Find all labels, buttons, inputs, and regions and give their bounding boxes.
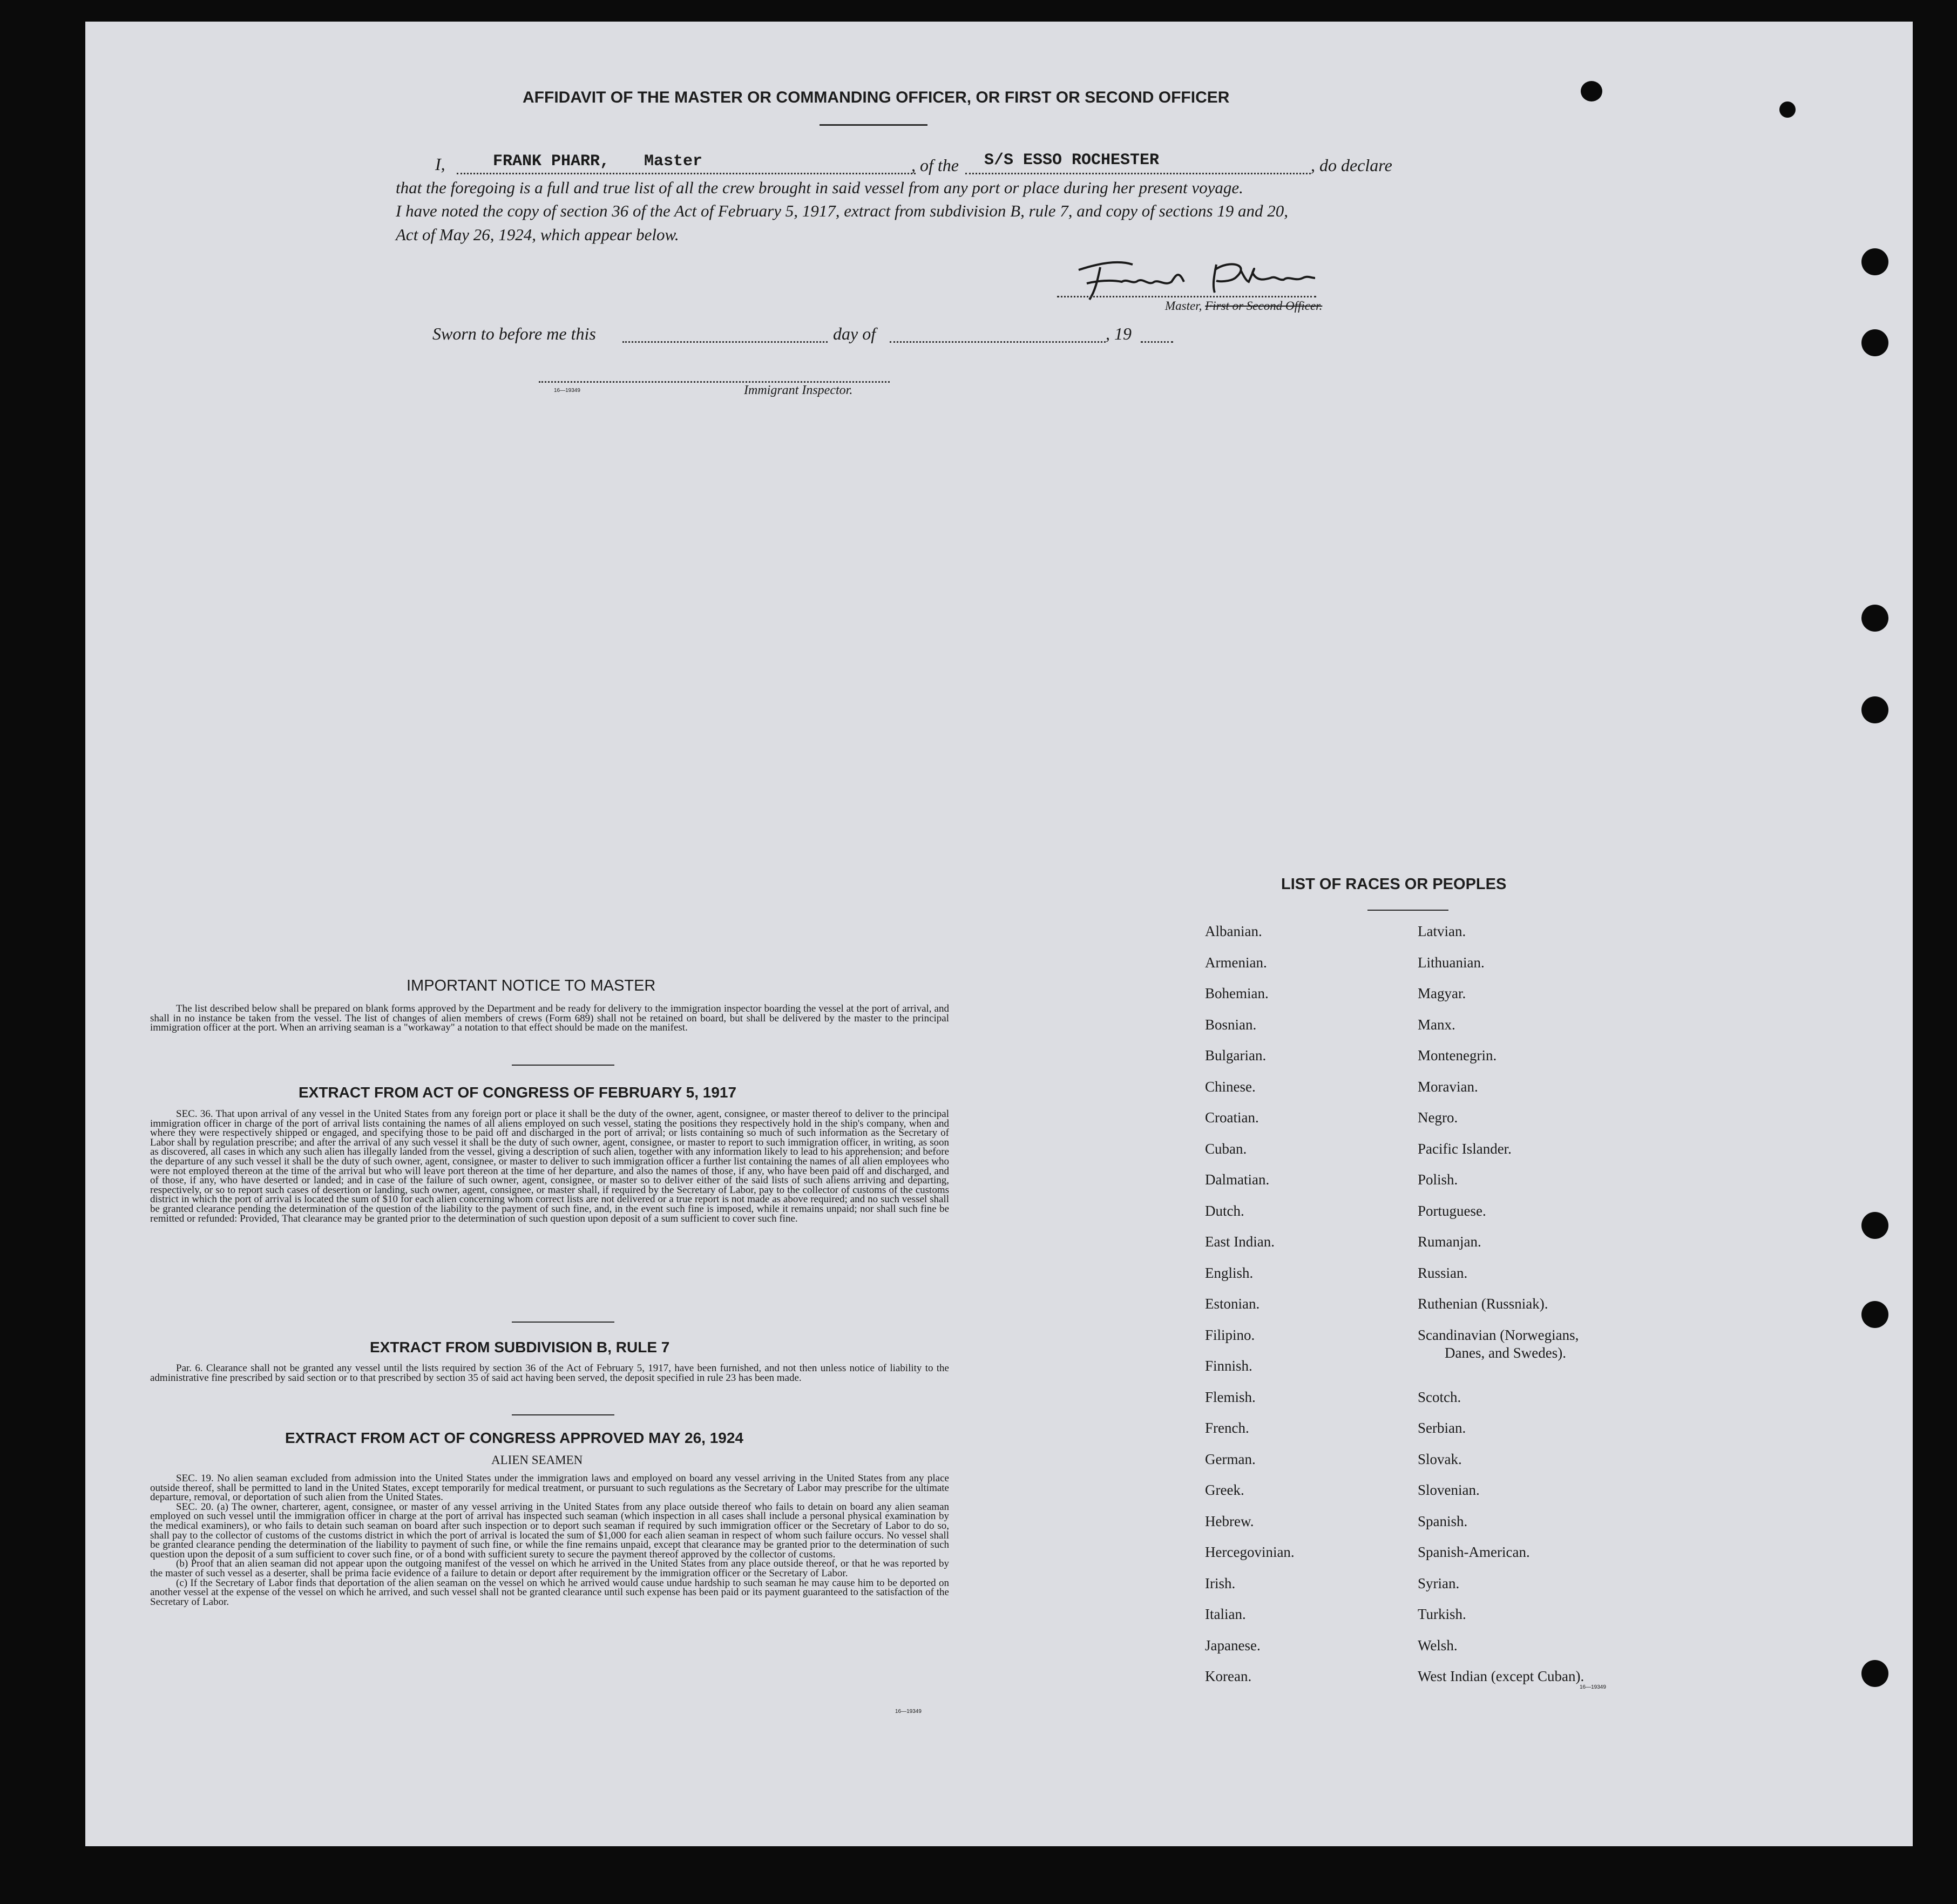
race-item: Manx. [1418,1016,1455,1033]
inspector-caption: Immigrant Inspector. [744,383,853,397]
binder-hole [1861,329,1888,356]
race-item: Pacific Islander. [1418,1140,1512,1157]
race-item: Ruthenian (Russniak). [1418,1296,1548,1312]
race-item: Spanish-American. [1418,1544,1530,1560]
sworn-day-line [622,341,828,343]
section-36-paragraph: SEC. 36. That upon arrival of any vessel in the United States from any foreign port or place it shall be the duty of the owner, agent, consignee, or master thereof to deliver to the principal immigration officer in charge of the port of arrival lists containing the names of all aliens employed on such vessel, stating the positions they respectively hold in the ship's company, when and where they were respectively shipped or engaged, and specifying those to be paid off and discharged in the port of arrival; or lists containing so much of such information as the Secretary of Labor shall by regulation prescribe; and after the arrival of any such vessel it shall be the duty of such owner, agent, consignee, or master to report to such immigration officer, in writing, as soon as discovered, all cases in which any such alien has illegally landed from the vessel, giving a description of such alien, together with any information likely to lead to his apprehension; and before the departure of any such vessel it shall be the duty of such owner, agent, consignee, or master to deliver to such immigration officer a further list containing the names of all alien employees who were not employed thereon at the time of the arrival but who will leave port thereon at the time of her departure, and also the names of those, if any, who have been paid off and discharged, and of those, if any, who have deserted or landed; and in case of the failure of such owner, agent, consignee, or master so to deliver either of the said lists of such aliens arriving and departing, respectively, or so to report such cases of desertion or landing, such owner, agent, consignee, or master shall, if required by the Secretary of Labor, pay to the collector of customs of the customs district in which the port of arrival is located the sum of $10 for each alien concerning whom correct lists are not delivered or a true report is not made as above required; and no such vessel shall be granted clearance pending the determination of the question of the liability to the payment of such fine, and, in the event such fine is imposed, while it remains unpaid; nor shall such fine be remitted or refunded: Provided, That clearance may be granted prior to the determination of such question upon deposit of a sum sufficient to cover such fine. [150,1108,949,1224]
race-item: Croatian. [1205,1109,1259,1126]
race-item: Hebrew. [1205,1513,1254,1529]
race-item: Magyar. [1418,985,1466,1001]
affidavit-line4: Act of May 26, 1924, which appear below. [396,225,679,244]
race-item: English. [1205,1264,1254,1281]
divider [512,1065,614,1066]
race-item: Moravian. [1418,1078,1478,1095]
race-item: Scandinavian (Norwegians, [1418,1326,1579,1343]
sworn-month-line [890,341,1106,343]
year-prefix: , 19 [1106,324,1132,343]
of-the-label: , of the [911,155,959,175]
rule7-paragraph: Par. 6. Clearance shall not be granted any vessel until the lists required by section 36 of the Act of February 5, 1917, have been furnished, and not then unless notice of liability to the administrative fine prescribed by said section or to that prescribed by section 35 of said act having been served, the deposit specified in rule 23 has been made. [150,1363,949,1384]
race-item: Estonian. [1205,1296,1260,1312]
race-item: West Indian (except Cuban). [1418,1668,1584,1684]
race-item: Dalmatian. [1205,1171,1270,1188]
race-item: Welsh. [1418,1637,1458,1654]
binder-hole [1861,248,1888,275]
signature [1057,248,1316,302]
race-item: Bohemian. [1205,985,1269,1001]
races-form-number: 16—19349 [1580,1684,1606,1690]
notice-text [150,1004,949,1033]
binder-hole [1861,696,1888,723]
race-item: Portuguese. [1418,1202,1486,1219]
affidavit-line2: that the foregoing is a full and true list of all the crew brought in said vessel from any port or place during her present voyage. [396,178,1243,197]
race-item: Turkish. [1418,1606,1466,1622]
race-item: Serbian. [1418,1420,1466,1436]
race-item: Spanish. [1418,1513,1468,1529]
race-item: German. [1205,1451,1256,1467]
extract-1924-title: EXTRACT FROM ACT OF CONGRESS APPROVED MAY 26, 1924 [285,1429,743,1446]
extract-1917-text [150,1109,949,1223]
vessel-name: S/S ESSO ROCHESTER [984,151,1160,170]
sec20a-paragraph: SEC. 20. (a) The owner, charterer, agent, consignee, or master of any vessel arriving in the United States from any place outside thereof who fails to detain on board any alien seaman employed on such vessel until the immigration officer in charge at the port of arrival has inspected such seaman (which inspection in all cases shall include a personal physical examination by the medical examiners), or who fails to detain such seaman on board after such inspection or to deport such seaman if required by such immigration officer or the Secretary of Labor to do so, shall pay to the collector of customs of the customs district in which the port of arrival is located the sum of $1,000 for each alien seaman in respect of whom such failure occurs. No vessel shall be granted clearance pending the determination of the liability to payment of such fine, or while the fine remains unpaid, except that clearance may be granted prior to the determination of such question upon the deposit of a sum sufficient to cover such fine, or of a bond with sufficient surety to secure the payment thereof approved by the collector of customs. [150,1501,949,1560]
affidavit-title: AFFIDAVIT OF THE MASTER OR COMMANDING OFFICER, OR FIRST OR SECOND OFFICER [523,89,1230,106]
race-item: Rumanjan. [1418,1234,1481,1250]
race-item: Dutch. [1205,1202,1244,1219]
race-item: Negro. [1418,1109,1458,1126]
signature-caption-master: Master, [1165,299,1202,313]
race-item: Armenian. [1205,954,1267,971]
document-page [85,22,1913,1846]
race-item: Bulgarian. [1205,1047,1267,1063]
race-item: Polish. [1418,1171,1458,1188]
binder-hole [1861,1212,1888,1239]
race-item: Russian. [1418,1264,1468,1281]
race-item: Lithuanian. [1418,954,1485,971]
race-item: French. [1205,1420,1249,1436]
divider [512,1414,614,1415]
notice-paragraph: The list described below shall be prepared on blank forms approved by the Department and be ready for delivery to the immigration inspector boarding the vessel at the port of arrival, and shall in no instance be taken from the vessel. The list of changes of alien members of crews (Form 689) shall not be retained on board, but shall be delivered by the master to the principal immigration officer at the port. When an arriving seaman is a "workaway" a notation to that effect should be made on the manifest. [150,1003,949,1034]
extract-rule7-title: EXTRACT FROM SUBDIVISION B, RULE 7 [370,1339,670,1356]
race-item: Finnish. [1205,1358,1252,1374]
ink-blot [1581,81,1602,101]
sworn-prefix: Sworn to before me this [432,324,596,343]
sec20b-paragraph: (b) Proof that an alien seaman did not appear upon the outgoing manifest of the vessel on which he arrived in the United States from any place outside thereof, or that he was reported by the master of such vessel as a deserter, shall be prima facie evidence of a failure to detain or deport after requirement by the immigration officer or the Secretary of Labor. [150,1558,949,1579]
race-item: Filipino. [1205,1326,1255,1343]
day-of-label: day of [833,324,876,343]
divider [1367,910,1448,911]
extract-rule7-text [150,1364,949,1383]
ink-dot [1779,101,1796,118]
race-item: Latvian. [1418,923,1466,939]
vessel-line [965,173,1311,174]
race-item: Slovak. [1418,1451,1462,1467]
race-item: Irish. [1205,1575,1236,1591]
signature-caption-struck: First or Second Officer. [1205,299,1323,313]
do-declare-label: , do declare [1311,155,1392,175]
declarant-rank: Master [644,152,703,171]
race-item: Cuban. [1205,1140,1247,1157]
affidavit-line1-prefix: I, [435,154,445,174]
race-item: Scotch. [1418,1388,1461,1405]
races-title: LIST OF RACES OR PEOPLES [1281,876,1507,893]
race-item: Syrian. [1418,1575,1460,1591]
binder-hole [1861,1660,1888,1687]
extract-1924-subtitle: ALIEN SEAMEN [491,1453,583,1467]
race-item: Flemish. [1205,1388,1256,1405]
affidavit-form-number: 16—19349 [554,388,580,394]
sec20c-paragraph: (c) If the Secretary of Labor finds that deportation of the alien seaman on the vessel on which he arrived would cause undue hardship to such seaman he may cause him to be deported on another vessel at the expense of the vessel on which he arrived, and such vessel shall not be granted clearance until such expense has been paid or its payment guaranteed to the satisfaction of the Secretary of Labor. [150,1577,949,1608]
extract-form-number: 16—19349 [895,1709,922,1715]
race-item: Korean. [1205,1668,1252,1684]
divider [820,124,927,126]
affidavit-line3: I have noted the copy of section 36 of the Act of February 5, 1917, extract from subdivision B, rule 7, and copy of sections 19 and 20, [396,201,1289,220]
race-item: Montenegrin. [1418,1047,1497,1063]
binder-hole [1861,605,1888,632]
race-item: Slovenian. [1418,1482,1480,1498]
notice-title: IMPORTANT NOTICE TO MASTER [407,977,656,994]
signature-line [1057,296,1316,297]
race-item: Hercegovinian. [1205,1544,1295,1560]
race-item-continuation: Danes, and Swedes). [1445,1345,1566,1361]
binder-hole [1861,1301,1888,1328]
inspector-line [539,381,890,383]
divider [512,1322,614,1323]
race-item: Chinese. [1205,1078,1256,1095]
race-item: Italian. [1205,1606,1246,1622]
race-item: Albanian. [1205,923,1262,939]
declarant-name: FRANK PHARR, [493,152,610,171]
race-item: Bosnian. [1205,1016,1257,1033]
race-item: East Indian. [1205,1234,1275,1250]
race-item: Japanese. [1205,1637,1261,1654]
sworn-year-line [1141,341,1173,343]
sec19-paragraph: SEC. 19. No alien seaman excluded from admission into the United States under the immigration laws and employed on board any vessel arriving in the United States from any place outside thereof, shall be permitted to land in the United States, except temporarily for medical treatment, or pursuant to such regulations as the Secretary of Labor may prescribe for the ultimate departure, removal, or deportation of such alien from the United States. [150,1473,949,1503]
signature-caption [1165,299,1322,313]
declarant-line [457,173,916,174]
extract-1917-title: EXTRACT FROM ACT OF CONGRESS OF FEBRUARY 5, 1917 [299,1084,737,1101]
race-item: Greek. [1205,1482,1244,1498]
extract-1924-text [150,1474,949,1607]
